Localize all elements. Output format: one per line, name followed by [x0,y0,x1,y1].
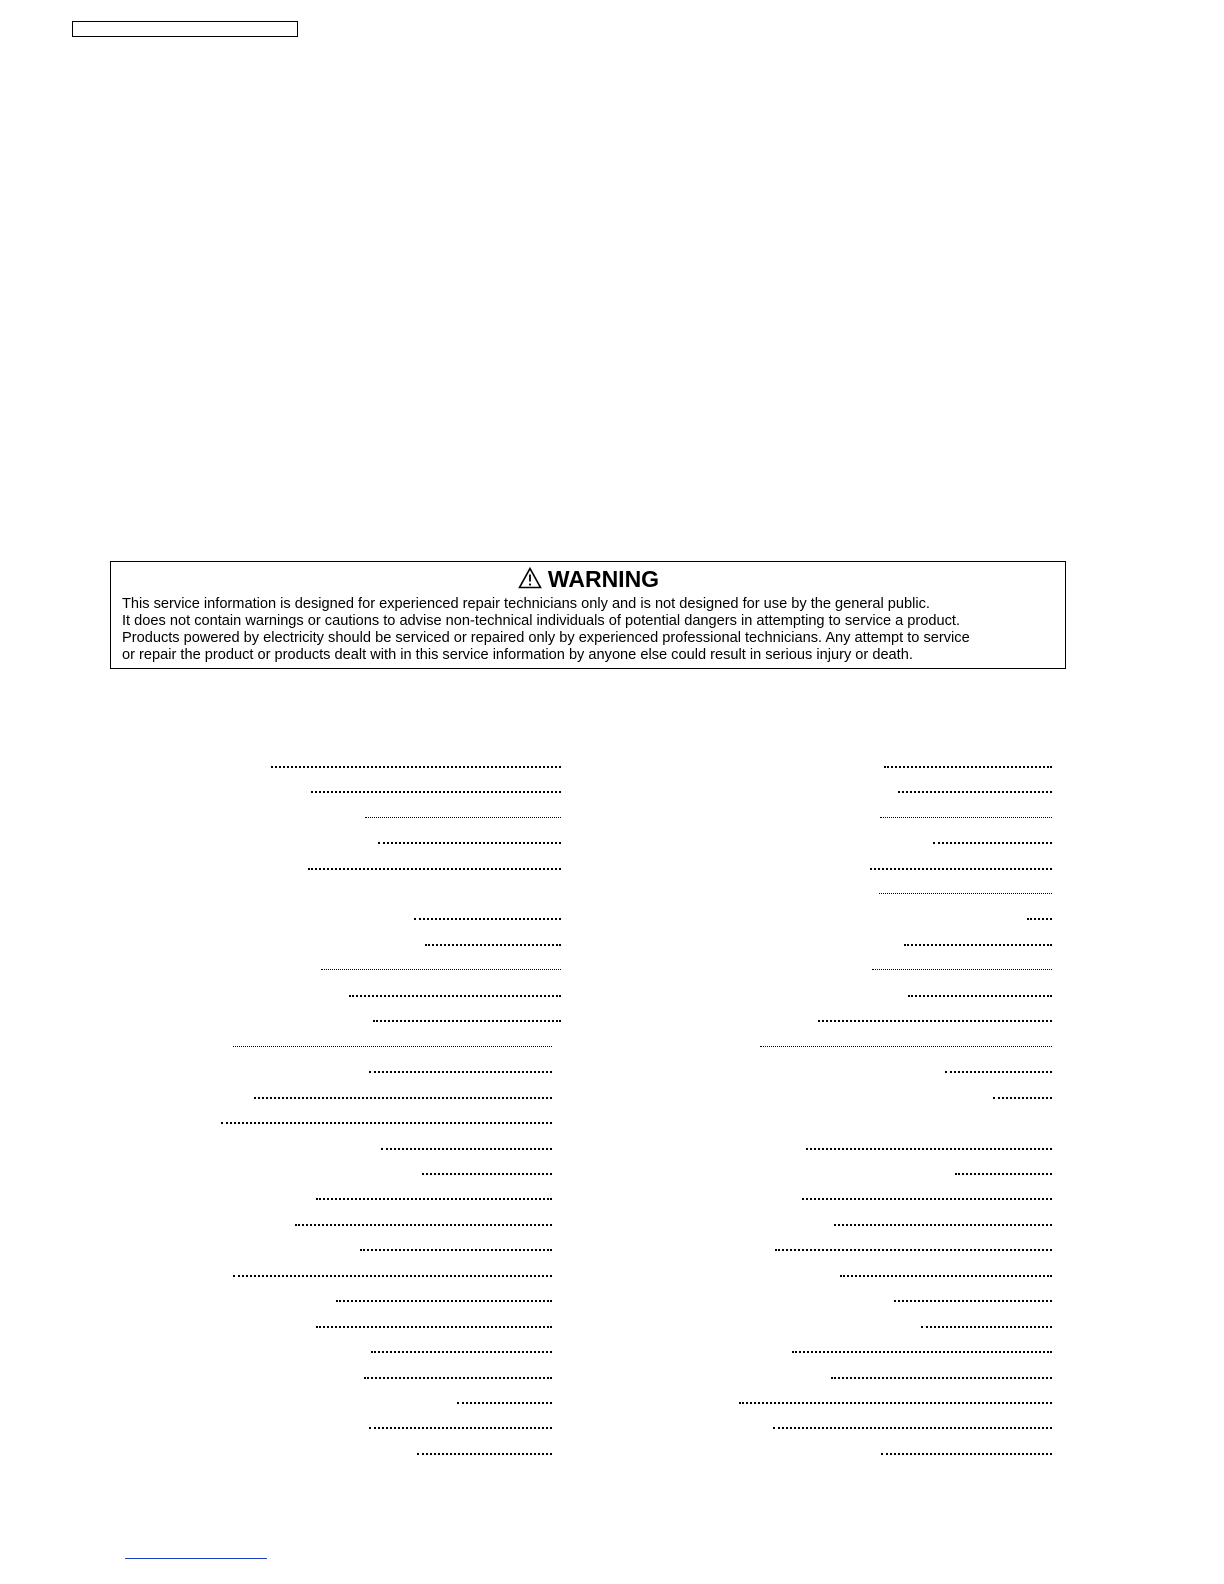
toc-entry[interactable] [220,1071,552,1083]
toc-entry[interactable] [220,995,561,1007]
dot-leader [321,969,561,970]
dot-leader [818,1020,1052,1022]
toc-entry[interactable] [736,1148,1052,1160]
toc-entry[interactable] [220,1097,552,1109]
toc-entry[interactable] [220,1300,552,1312]
dot-leader [365,817,561,818]
toc-entry[interactable] [736,1071,1052,1083]
warning-line: This service information is designed for experienced repair technicians only and is not designed for use by the general public. [122,596,930,612]
toc-entry[interactable] [736,893,1052,905]
toc-entry[interactable] [736,817,1052,829]
toc-entry[interactable] [220,1224,552,1236]
toc-entry[interactable] [220,1122,552,1134]
toc-entry[interactable] [736,1275,1052,1287]
toc-entry[interactable] [220,969,561,981]
toc-entry[interactable] [736,1453,1052,1465]
toc-entry[interactable] [220,817,561,829]
toc-entry[interactable] [736,1427,1052,1439]
dot-leader [945,1071,1052,1073]
dot-leader [840,1275,1052,1277]
dot-leader [898,791,1052,793]
toc-entry[interactable] [736,1351,1052,1363]
dot-leader [316,1326,552,1328]
toc-entry[interactable] [736,969,1052,981]
toc-entry[interactable] [220,918,561,930]
dot-leader [414,918,561,920]
toc-entry[interactable] [736,868,1052,880]
toc-entry[interactable] [736,1402,1052,1414]
dot-leader [739,1402,1052,1404]
toc-entry[interactable] [220,1402,552,1414]
dot-leader [221,1122,552,1124]
dot-leader [381,1148,552,1150]
dot-leader [373,1020,561,1022]
dot-leader [308,868,561,870]
dot-leader [802,1198,1052,1200]
dot-leader [349,995,561,997]
toc-entry[interactable] [736,1326,1052,1338]
toc-entry[interactable] [220,842,561,854]
dot-leader [760,1046,1052,1047]
dot-leader [233,1275,552,1277]
toc-entry[interactable] [220,1249,552,1261]
warning-heading [122,565,1055,593]
dot-leader [457,1402,552,1404]
dot-leader [993,1097,1052,1099]
toc-entry[interactable] [220,766,561,778]
footer-link-underline[interactable] [125,1558,267,1559]
dot-leader [933,842,1052,844]
dot-leader [879,893,1052,894]
toc-entry[interactable] [736,1173,1052,1185]
toc-entry[interactable] [220,1020,561,1032]
dot-leader [254,1097,552,1099]
dot-leader [831,1377,1052,1379]
header-label-box [72,21,298,37]
dot-leader [775,1249,1052,1251]
toc-entry[interactable] [736,766,1052,778]
dot-leader [422,1173,552,1175]
dot-leader [881,1453,1052,1455]
toc-entry[interactable] [736,995,1052,1007]
dot-leader [271,766,561,768]
toc-entry[interactable] [736,918,1052,930]
dot-leader [233,1046,552,1047]
dot-leader [894,1300,1052,1302]
warning-line: or repair the product or products dealt with in this service information by anyone else could result in serious injury or death. [122,647,913,663]
toc-entry[interactable] [220,1148,552,1160]
dot-leader [360,1249,552,1251]
dot-leader [364,1377,552,1379]
toc-entry[interactable] [736,1046,1052,1058]
toc-entry[interactable] [220,944,561,956]
toc-entry[interactable] [736,1224,1052,1236]
warning-line: Products powered by electricity should be serviced or repaired only by experienced professional technicians. Any attempt to service [122,630,970,646]
toc-entry[interactable] [220,1453,552,1465]
dot-leader [336,1300,552,1302]
dot-leader [955,1173,1052,1175]
dot-leader [904,944,1052,946]
dot-leader [295,1224,552,1226]
dot-leader [872,969,1052,970]
warning-line: It does not contain warnings or cautions to advise non-technical individuals of potential dangers in attempting to service a product. [122,613,961,629]
dot-leader [880,817,1052,818]
toc-entry[interactable] [736,1198,1052,1210]
toc-entry[interactable] [736,791,1052,803]
dot-leader [908,995,1052,997]
dot-leader [316,1198,552,1200]
dot-leader [792,1351,1052,1353]
toc-entry[interactable] [736,1020,1052,1032]
dot-leader [921,1326,1052,1328]
toc-entry[interactable] [220,791,561,803]
toc-entry[interactable] [220,1427,552,1439]
warning-triangle-icon [518,567,542,589]
warning-title: WARNING [547,566,660,592]
toc-entry[interactable] [220,1326,552,1338]
toc-entry[interactable] [220,1377,552,1389]
dot-leader [870,868,1052,870]
dot-leader [311,791,561,793]
toc-entry[interactable] [220,1173,552,1185]
toc-entry[interactable] [736,944,1052,956]
toc-entry[interactable] [220,1351,552,1363]
toc-entry[interactable] [736,1249,1052,1261]
toc-entry[interactable] [220,868,561,880]
dot-leader [425,944,561,946]
dot-leader [378,842,561,844]
dot-leader [369,1071,552,1073]
dot-leader [417,1453,552,1455]
dot-leader [884,766,1052,768]
toc-entry[interactable] [736,1377,1052,1389]
dot-leader [834,1224,1052,1226]
warning-notice [110,561,1066,669]
dot-leader [806,1148,1052,1150]
toc-entry[interactable] [736,1300,1052,1312]
dot-leader [1027,918,1052,920]
toc-entry[interactable] [736,842,1052,854]
dot-leader [371,1351,552,1353]
dot-leader [369,1427,552,1429]
toc-entry[interactable] [220,1046,552,1058]
toc-entry[interactable] [220,1198,552,1210]
toc-entry[interactable] [736,1097,1052,1109]
dot-leader [773,1427,1052,1429]
toc-entry[interactable] [220,1275,552,1287]
